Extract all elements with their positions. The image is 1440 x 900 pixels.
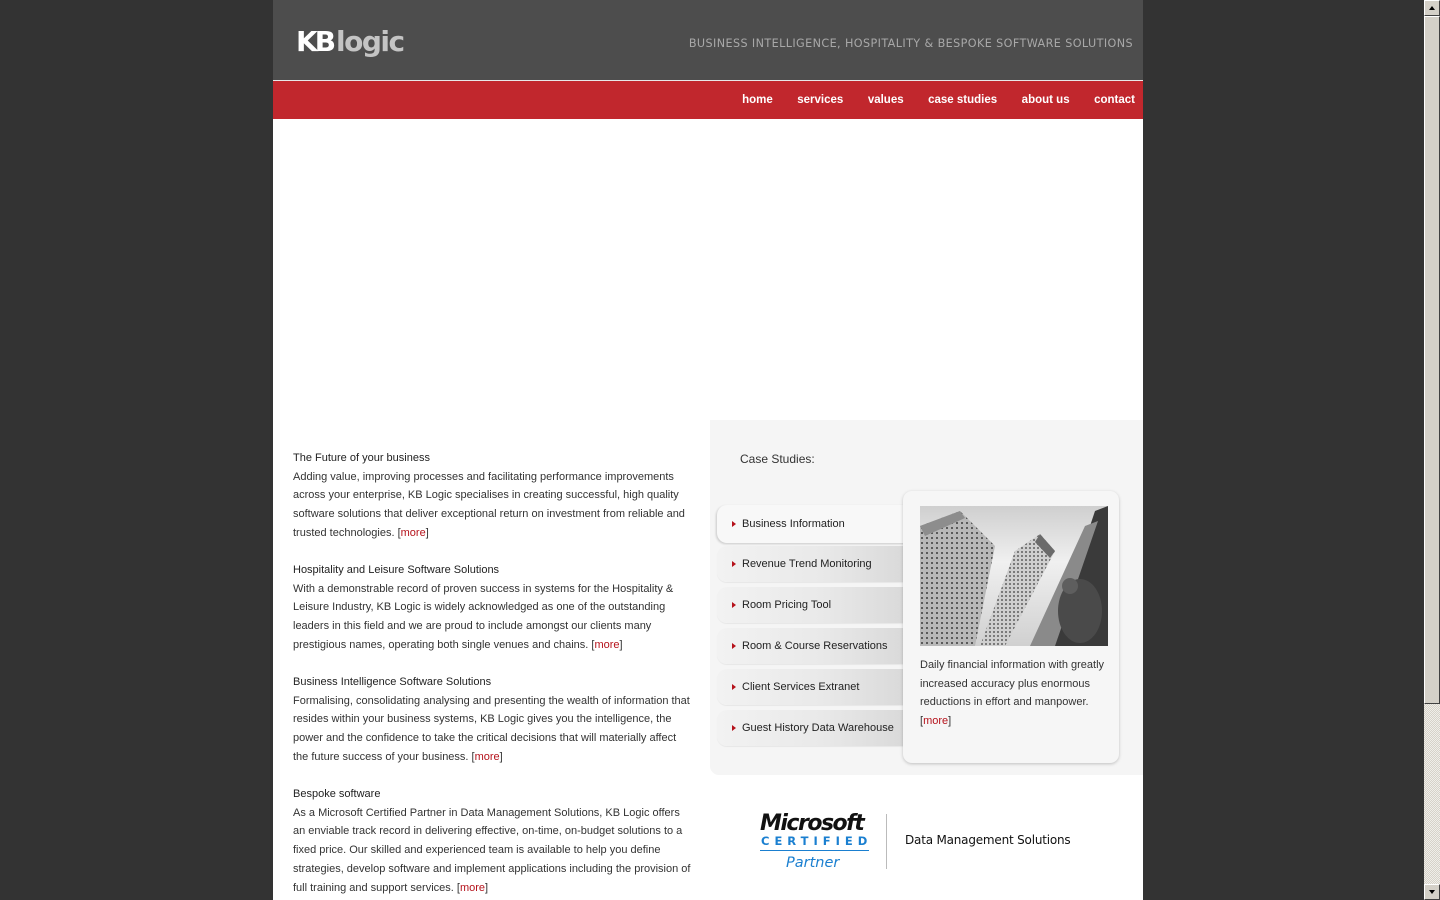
case-tab-label: Room & Course Reservations — [742, 640, 888, 652]
arrow-right-icon — [732, 561, 736, 567]
certified-label: CERTIFIED — [761, 834, 873, 848]
section-title: Business Intelligence Software Solutions — [293, 676, 492, 689]
case-tab-label: Guest History Data Warehouse — [742, 722, 894, 734]
section-title: Hospitality and Leisure Software Solutions — [293, 564, 500, 577]
divider-line — [760, 850, 869, 851]
scroll-up-button[interactable] — [1424, 0, 1440, 16]
nav-home[interactable]: home — [742, 94, 773, 106]
nav-case-studies[interactable]: case studies — [928, 94, 998, 106]
arrow-right-icon — [732, 521, 736, 527]
case-tab-label: Business Information — [742, 518, 845, 530]
vertical-divider — [886, 814, 887, 869]
more-link[interactable]: more — [474, 750, 500, 763]
case-tab-client-services-extranet[interactable] — [717, 669, 907, 705]
section-body: With a demonstrable record of proven success in systems for the Hospitality & Leisure Industry, KB Logic is widely acknowledged as one of the outstanding leaders in this field and we are proud to include amongst our clients many prestigious names, operating both single venues and chains. [more] — [293, 582, 674, 651]
scrollbar-thumb[interactable] — [1424, 16, 1440, 704]
arrow-right-icon — [732, 725, 736, 731]
microsoft-partner-logo — [760, 812, 1090, 874]
kblogic-logo[interactable] — [296, 26, 404, 58]
nav-services[interactable]: services — [797, 94, 844, 106]
section-business-intelligence — [293, 673, 693, 767]
partner-label: Partner — [786, 855, 840, 871]
section-title: Bespoke software — [293, 788, 381, 801]
main-nav — [273, 81, 1143, 119]
competency-label: Data Management Solutions — [905, 833, 1071, 847]
arrow-up-icon — [1429, 6, 1435, 10]
site-tagline: BUSINESS INTELLIGENCE, HOSPITALITY & BESPOKE SOFTWARE SOLUTIONS — [688, 37, 1133, 50]
section-body: As a Microsoft Certified Partner in Data Management Solutions, KB Logic offers an enviable track record in delivering effective, on-time, on-budget solutions to a fixed price. Our skilled and experienced team is available to help you define strategies, develop software and implement applications including the provision of full training and support services. [more] — [293, 806, 691, 894]
section-body: Formalising, consolidating analysing and presenting the wealth of information that resides within your business systems, KB Logic gives you the intelligence, the power and the confidence to take the critical decisions that will materially affect the future success of your business. [more] — [293, 694, 690, 763]
case-tab-room-course-reservations[interactable] — [717, 628, 907, 664]
nav-about-us[interactable]: about us — [1021, 94, 1070, 106]
vertical-scrollbar[interactable] — [1424, 0, 1440, 900]
section-future — [293, 449, 693, 543]
logo-logic: logic — [336, 25, 404, 58]
case-study-card — [903, 491, 1119, 763]
microsoft-wordmark: Microsoft — [760, 811, 864, 836]
section-bespoke — [293, 785, 693, 897]
arrow-right-icon — [732, 602, 736, 608]
nav-values[interactable]: values — [867, 94, 904, 106]
arrow-right-icon — [732, 684, 736, 690]
case-studies-panel — [710, 420, 1143, 775]
section-hospitality — [293, 561, 693, 655]
case-tab-label: Revenue Trend Monitoring — [742, 558, 872, 570]
case-tab-label: Room Pricing Tool — [742, 599, 832, 611]
more-link[interactable]: more — [400, 526, 426, 539]
intro-sections — [293, 449, 693, 900]
more-link[interactable]: more — [594, 638, 620, 651]
arrow-down-icon — [1429, 890, 1435, 894]
hero-banner-area — [273, 119, 1143, 419]
case-tab-business-information[interactable] — [717, 505, 907, 543]
more-link[interactable]: more — [923, 715, 949, 728]
scroll-down-button[interactable] — [1424, 884, 1440, 900]
arrow-right-icon — [732, 643, 736, 649]
page-container — [273, 0, 1143, 900]
case-tab-revenue-trend-monitoring[interactable] — [717, 546, 907, 582]
case-tab-label: Client Services Extranet — [742, 681, 860, 693]
more-link[interactable]: more — [459, 881, 485, 894]
case-study-photo — [920, 506, 1108, 646]
section-body: Adding value, improving processes and facilitating performance improvements across your enterprise, KB Logic specialises in creating successful, high quality software solutions that deliver exceptional return on investment from reliable and trusted technologies. [more] — [293, 470, 685, 539]
nav-contact[interactable]: contact — [1094, 94, 1135, 106]
case-studies-heading: Case Studies: — [740, 452, 815, 466]
case-tab-room-pricing-tool[interactable] — [717, 587, 907, 623]
case-study-tabs — [717, 505, 907, 751]
case-study-description: Daily financial information with greatly increased accuracy plus enormous reductions in effort and manpower. [more] — [920, 659, 1105, 728]
site-header — [273, 0, 1143, 81]
section-title: The Future of your business — [293, 452, 430, 464]
case-tab-guest-history-data-warehouse[interactable] — [717, 710, 907, 746]
logo-kb: KB — [296, 25, 334, 58]
